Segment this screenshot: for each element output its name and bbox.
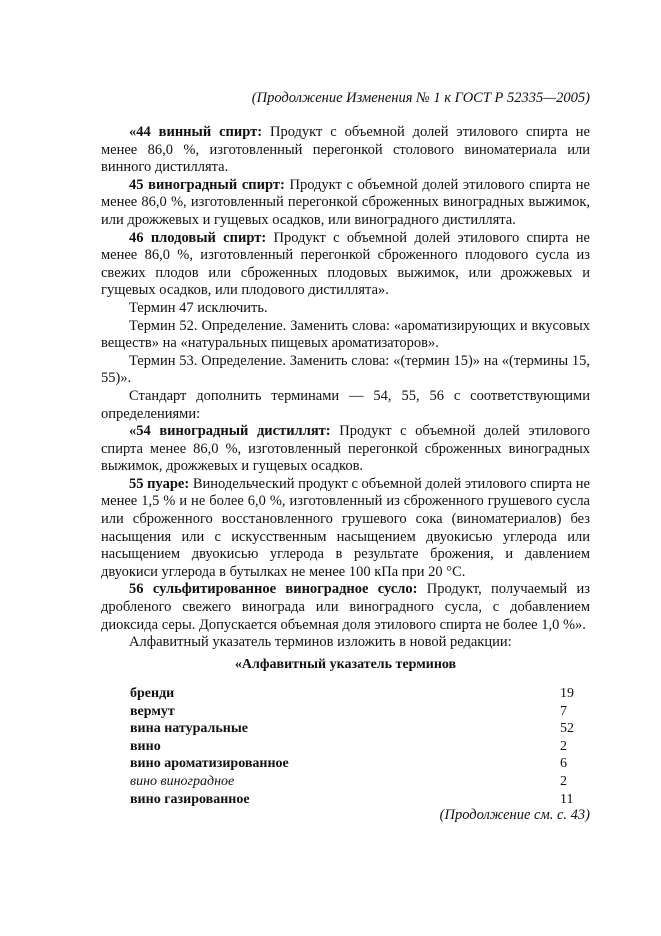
paragraph	[101, 177, 590, 230]
term-heading: «54 виноградный дистиллят:	[129, 423, 331, 440]
paragraph-text: Алфавитный указатель терминов изложить в новой редакции:	[129, 634, 512, 651]
index-term: вино ароматизированное	[130, 756, 289, 772]
paragraph	[101, 634, 590, 652]
index-entry	[130, 720, 590, 738]
paragraph	[101, 124, 590, 177]
paragraph-text: Стандарт дополнить терминами — 54, 55, 56 с соответствующими определениями:	[101, 387, 590, 422]
term-heading: 55 пуаре:	[129, 475, 190, 492]
term-heading: «44 винный спирт:	[129, 124, 263, 140]
index-term: бренди	[130, 686, 175, 701]
page-header: (Продолжение Изменения № 1 к ГОСТ Р 52335—2005)	[251, 90, 590, 106]
paragraph-text: Продукт с объемной долей этилового спирта менее 86,0 %, изготовленный перегонкой сброженных виноградных выжимок, дрожжевых и гущевых осадков.	[101, 423, 590, 475]
paragraph-text: Винодельческий продукт с объемной долей этилового спирта не менее 1,5 % и не более 6,0 %, изготовленный из сброженного грушевого сусла или сброженного восстановленного грушевого сока (виноматериалов) без насыщения или с искусственным насыщением двуокисью углерода или насыщением двуокисью углерода в результате брожения, и давлением двуокиси углерода в бутылках не менее 100 кПа при 20 °С.	[101, 475, 590, 580]
document-body	[101, 124, 590, 652]
term-heading: 45 виноградный спирт:	[129, 176, 285, 193]
index-page: 19	[560, 686, 574, 701]
index-entry	[130, 703, 590, 721]
term-heading: 46 плодовый спирт:	[129, 229, 267, 246]
index-page: 52	[560, 721, 574, 737]
paragraph-text: Продукт, получаемый из дробленого свежего винограда или виноградного сусла, с добавлением диоксида серы. Допускается объемная доля этилового спирта не более 1,0 %».	[101, 581, 590, 633]
index-term: вермут	[130, 703, 175, 719]
index-term: вино	[130, 738, 161, 754]
term-heading: 56 сульфитированное виноградное сусло:	[129, 581, 418, 598]
paragraph-text: Термин 53. Определение. Заменить слова: «(термин 15)» на «(термины 15, 55)».	[101, 352, 590, 387]
paragraph-text: Термин 47 исключить.	[129, 299, 268, 316]
index-list	[130, 685, 590, 808]
index-term: вина натуральные	[130, 721, 248, 737]
paragraph-text: Термин 52. Определение. Заменить слова: «ароматизирующих и вкусовых веществ» на «натуральных пищевых ароматизаторов».	[101, 317, 590, 352]
index-page: 6	[560, 756, 567, 772]
paragraph	[101, 581, 590, 634]
paragraph	[101, 300, 590, 318]
paragraph-text: Продукт с объемной долей этилового спирта не менее 86,0 %, изготовленный перегонкой столового виноматериала или винного дистиллята.	[101, 124, 590, 176]
index-entry	[130, 755, 590, 773]
paragraph-text: Продукт с объемной долей этилового спирта не менее 86,0 %, изготовленный перегонкой сброженных виноградных выжимок, или дрожжевых и гущевых осадков, или виноградного дистиллята.	[101, 176, 590, 228]
index-term: вино газированное	[130, 791, 250, 807]
index-page: 7	[560, 703, 567, 719]
index-term: вино виноградное	[130, 773, 235, 789]
index-entry	[130, 738, 590, 756]
paragraph	[101, 318, 590, 353]
index-entry	[130, 773, 590, 791]
paragraph	[101, 353, 590, 388]
page-footer: (Продолжение см. с. 43)	[439, 807, 590, 823]
paragraph	[101, 230, 590, 300]
index-title: «Алфавитный указатель терминов	[234, 657, 457, 672]
paragraph	[101, 476, 590, 582]
index-entry	[130, 685, 590, 703]
index-page: 2	[560, 773, 567, 789]
index-page: 2	[560, 738, 567, 754]
index-page: 11	[560, 791, 574, 807]
paragraph	[101, 388, 590, 423]
paragraph-text: Продукт с объемной долей этилового спирта не менее 86,0 %, изготовленный перегонкой сброженного плодового сусла из свежих плодов или сброженных плодовых выжимок, или дрожжевых и гущевых осадков, или плодового дистиллята».	[101, 229, 590, 299]
paragraph	[101, 423, 590, 476]
